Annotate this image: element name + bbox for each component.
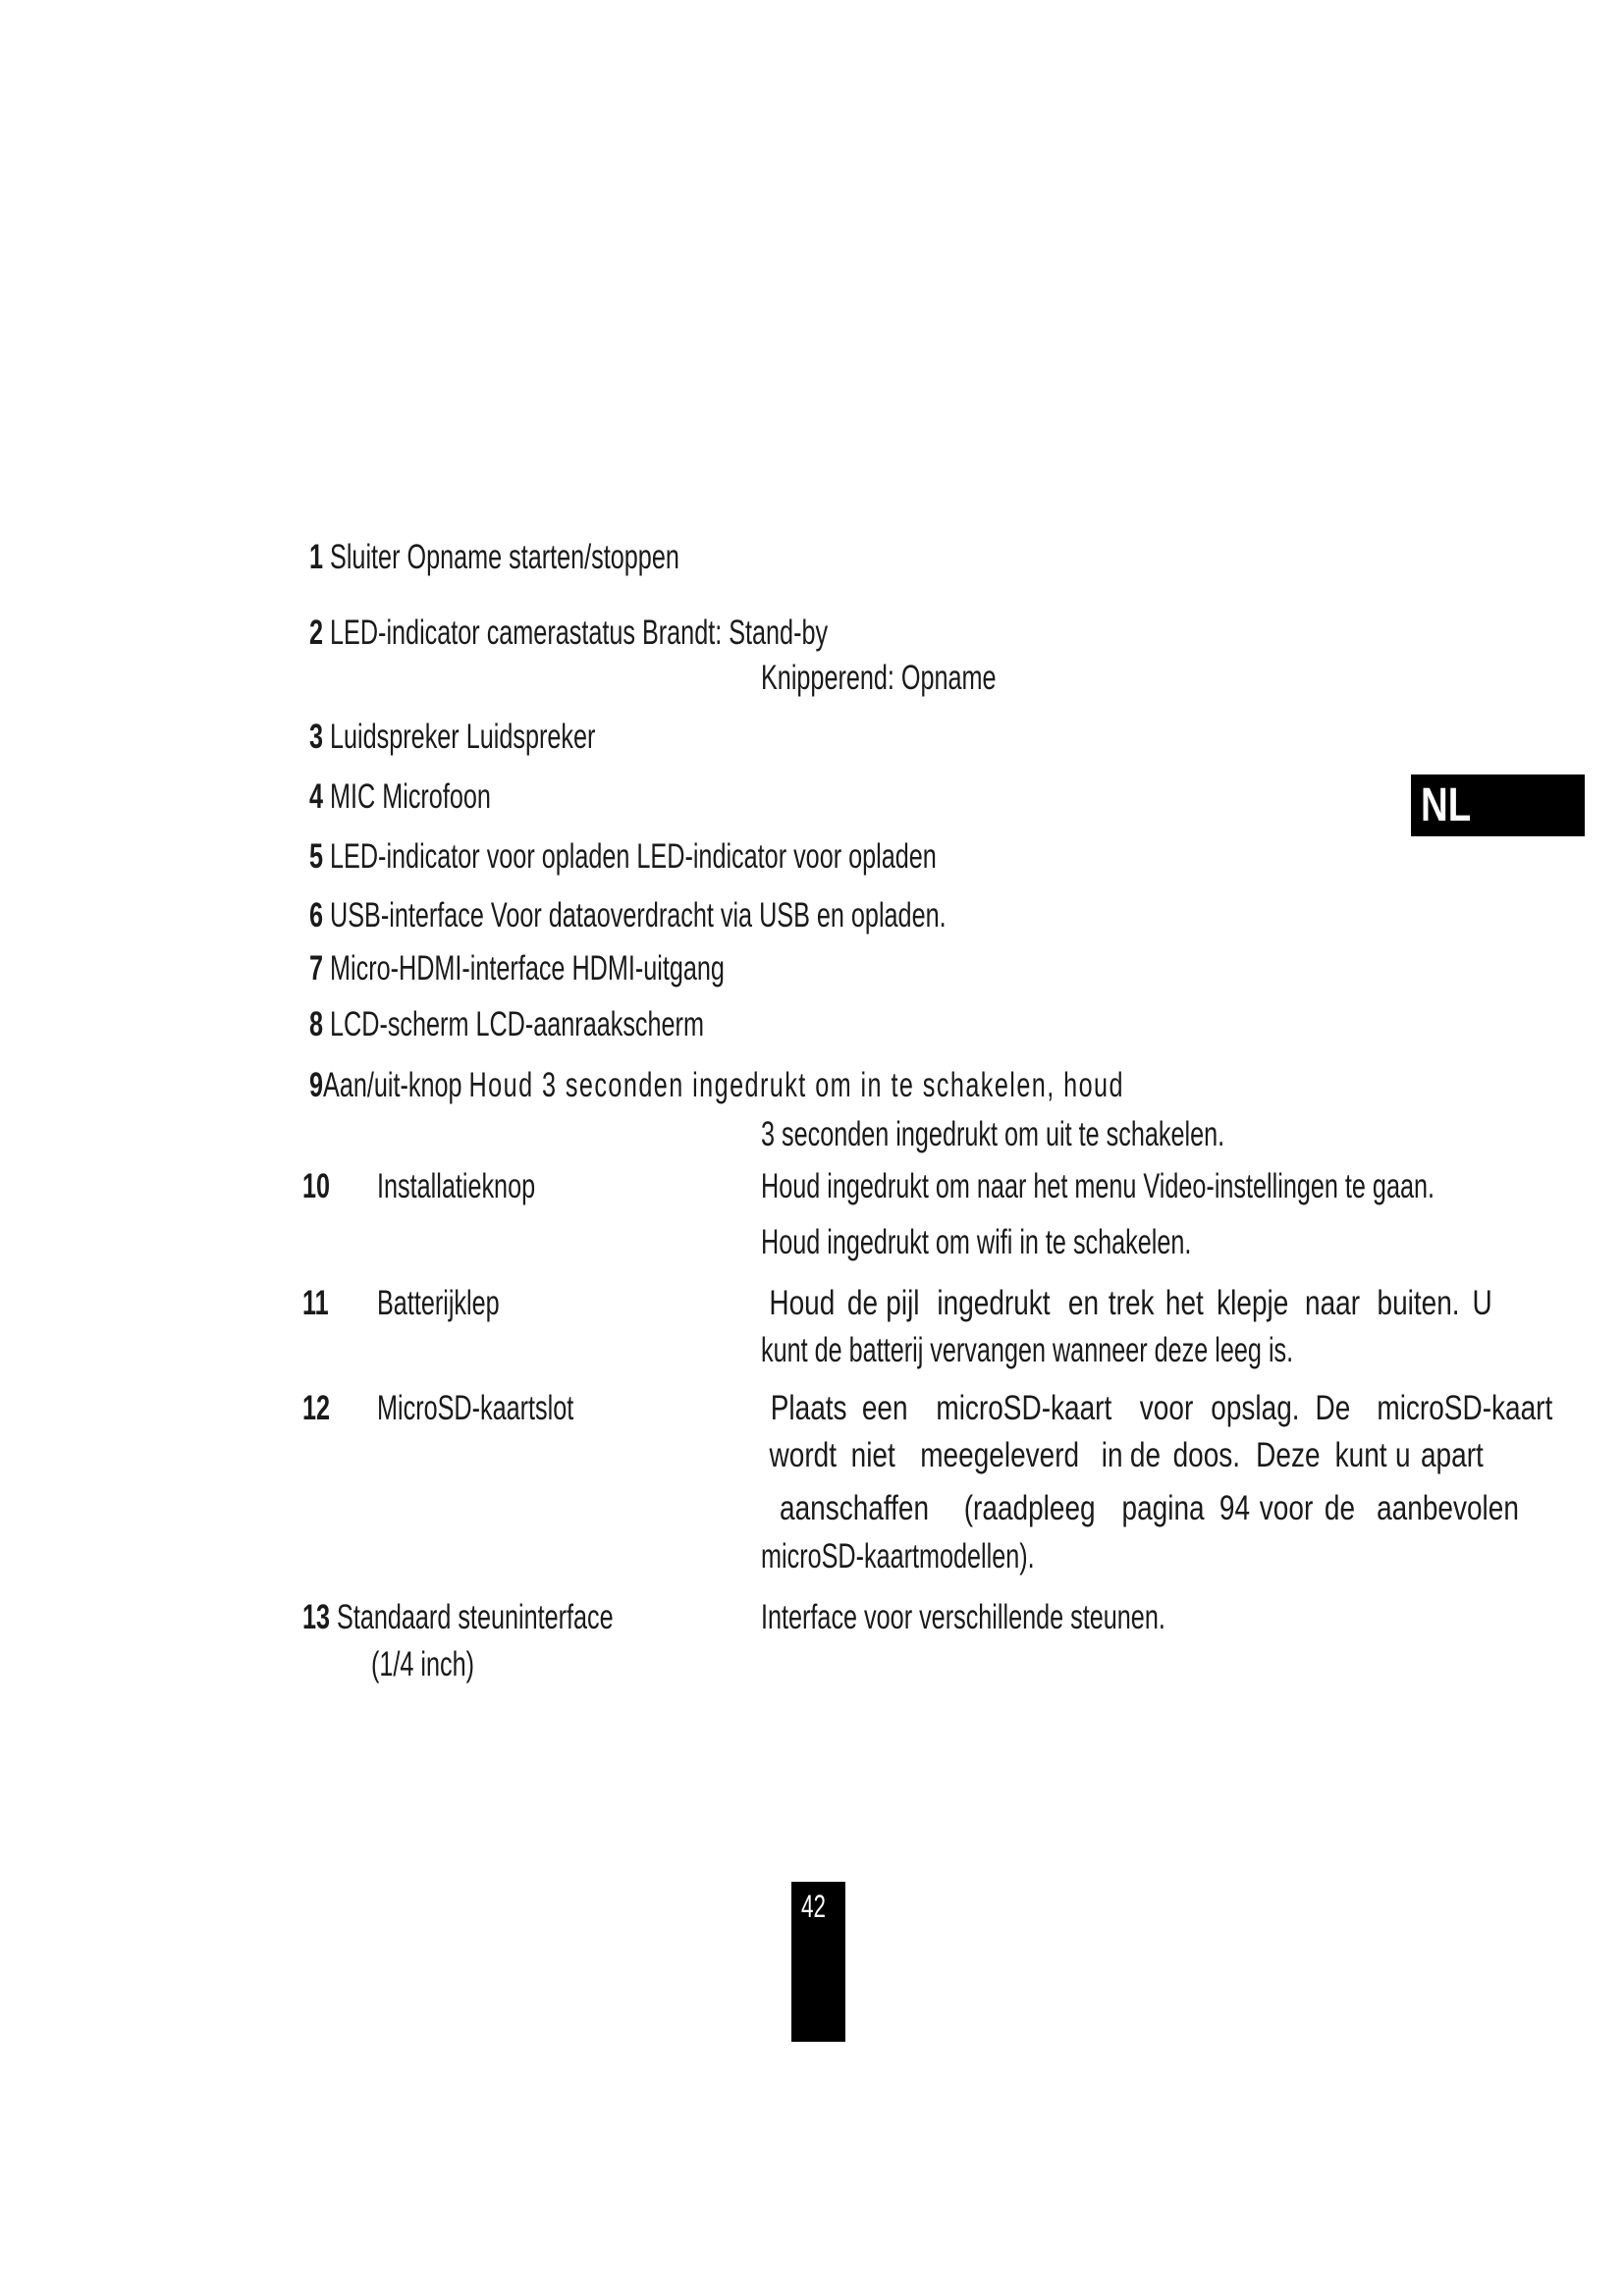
- item-9-description-line-2: 3 seconden ingedrukt om uit te schakelen.: [761, 1115, 1225, 1153]
- item-12-description: [761, 1386, 1553, 1531]
- item-10-term: Installatieknop: [377, 1167, 536, 1205]
- item-number: 2: [309, 614, 324, 652]
- item-3: [309, 715, 595, 760]
- item-4: [309, 774, 491, 820]
- item-11-description-line-2: kunt de batterij vervangen wanneer deze leeg is.: [761, 1331, 1294, 1369]
- item-number: 13: [302, 1598, 331, 1636]
- item-number: 6: [309, 896, 324, 934]
- page-number: 42: [801, 1889, 826, 1924]
- item-12-description-line-3: aanschaffen (raadpleeg pagina 94 voor de aanbevolen: [780, 1489, 1519, 1527]
- item-number: 7: [309, 949, 324, 988]
- item-12-description-line-4: microSD-kaartmodellen).: [761, 1537, 1035, 1575]
- item-description: LED-indicator voor opladen: [636, 837, 937, 876]
- language-tab: [1411, 774, 1585, 836]
- item-term: Sluiter: [330, 538, 401, 576]
- item-description: Brandt: Stand-by: [641, 614, 829, 652]
- item-7: [309, 946, 725, 991]
- item-term: MIC: [330, 777, 376, 816]
- item-term: Standaard steuninterface: [337, 1598, 614, 1636]
- item-11-term: Batterijklep: [377, 1284, 500, 1322]
- item-term: LCD-scherm: [330, 1005, 469, 1043]
- item-13-description: Interface voor verschillende steunen.: [761, 1598, 1165, 1636]
- item-8: [309, 1002, 704, 1047]
- item-description: Luidspreker: [465, 718, 596, 756]
- item-2: [309, 611, 828, 656]
- item-term: Aan/uit-knop: [323, 1066, 462, 1104]
- item-12-description-line-1: Plaats een microSD-kaart voor opslag. De microSD-kaart: [770, 1389, 1553, 1427]
- item-description: HDMI-uitgang: [571, 949, 725, 988]
- item-number: 1: [309, 538, 324, 576]
- item-10-number: 10: [302, 1167, 331, 1205]
- item-number: 8: [309, 1005, 324, 1043]
- item-5: [309, 834, 937, 880]
- item-10-description: Houd ingedrukt om naar het menu Video-instellingen te gaan.: [761, 1167, 1435, 1205]
- item-11-number: 11: [302, 1284, 329, 1322]
- item-term: Luidspreker: [330, 718, 460, 756]
- item-term: LED-indicator camerastatus: [330, 614, 635, 652]
- item-9: [309, 1063, 1124, 1108]
- item-number: 4: [309, 777, 324, 816]
- item-description: Microfoon: [382, 777, 491, 816]
- item-number: 9: [309, 1066, 324, 1104]
- item-11-description: [761, 1281, 1492, 1326]
- item-12-description-line-2: wordt niet meegeleverd in de doos. Deze kunt u apart: [769, 1436, 1484, 1474]
- item-13: [302, 1595, 614, 1640]
- page-number-bar: [791, 1882, 845, 2042]
- item-13-term-line-2: (1/4 inch): [371, 1645, 475, 1683]
- item-description: LCD-aanraakscherm: [475, 1005, 704, 1043]
- item-term: Micro-HDMI-interface: [330, 949, 566, 988]
- item-term: USB-interface: [330, 896, 484, 934]
- item-2-description-line-2: Knipperend: Opname: [761, 659, 997, 697]
- item-10-description-line-2: Houd ingedrukt om wifi in te schakelen.: [761, 1223, 1192, 1261]
- item-description: Voor dataoverdracht via USB en opladen.: [490, 896, 947, 934]
- item-number: 3: [309, 718, 324, 756]
- item-description: Opname starten/stoppen: [406, 538, 679, 576]
- item-1: [309, 535, 679, 580]
- item-12-number: 12: [302, 1389, 331, 1427]
- item-12-term: MicroSD-kaartslot: [377, 1389, 574, 1427]
- language-tab-label: NL: [1421, 779, 1472, 831]
- item-description: Houd 3 seconden ingedrukt om in te schakelen, houd: [468, 1066, 1124, 1104]
- item-number: 5: [309, 837, 324, 876]
- item-term: LED-indicator voor opladen: [330, 837, 630, 876]
- item-11-description-line-1: Houd de pijl ingedrukt en trek het klepje naar buiten. U: [769, 1284, 1492, 1322]
- item-6: [309, 893, 947, 938]
